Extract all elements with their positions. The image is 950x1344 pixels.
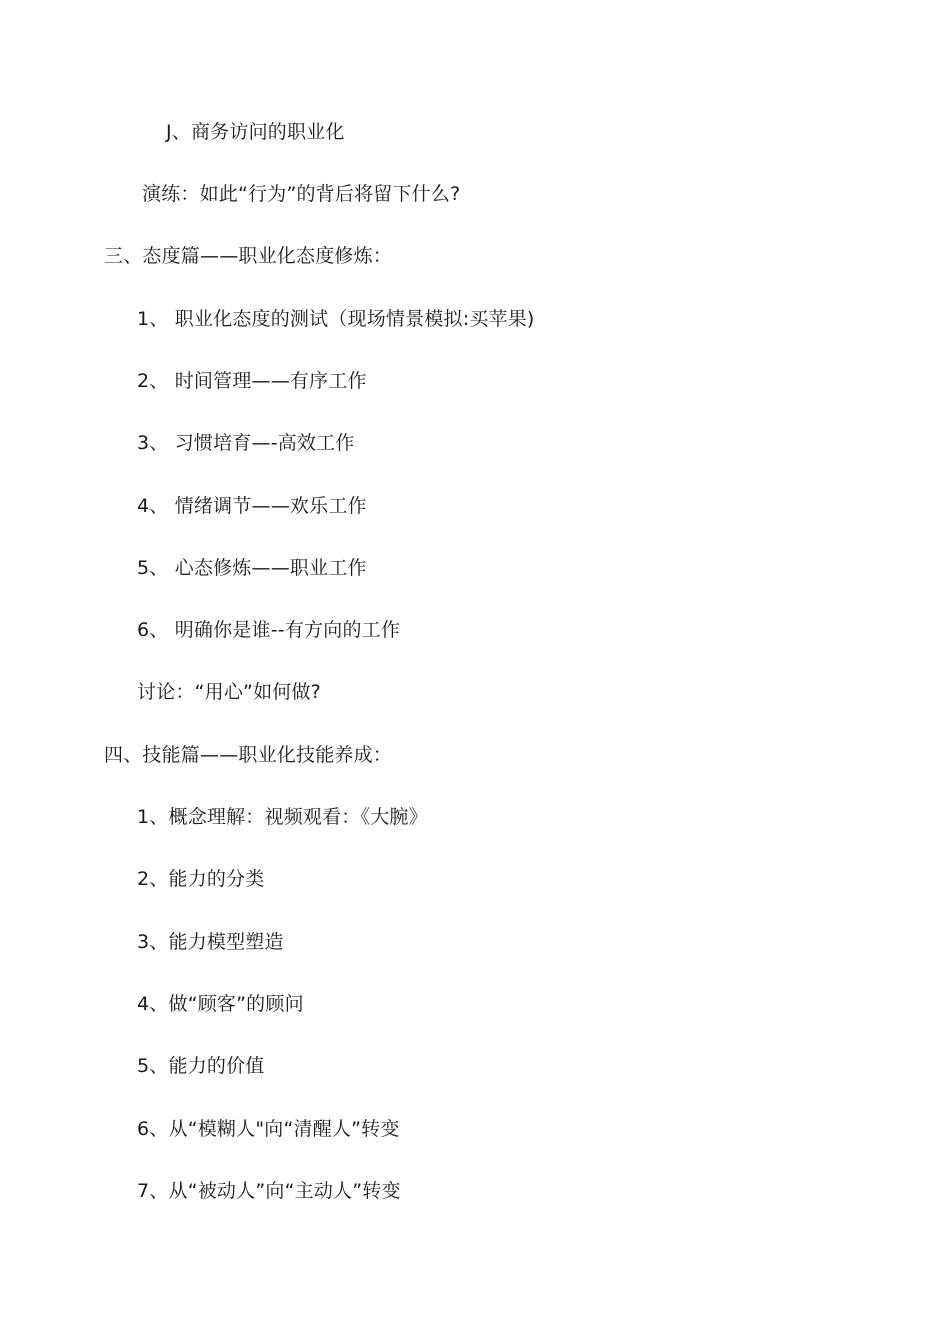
attitude-item-5: 5、 心态修炼——职业工作 bbox=[137, 557, 367, 579]
exercise-line: 演练：如此“行为”的背后将留下什么? bbox=[142, 183, 461, 205]
attitude-item-4: 4、 情绪调节——欢乐工作 bbox=[137, 495, 367, 517]
attitude-item-3: 3、 习惯培育—-高效工作 bbox=[137, 432, 355, 454]
item-j-business-visit: J、商务访问的职业化 bbox=[166, 121, 345, 143]
skills-item-7: 7、从“被动人”向“主动人”转变 bbox=[137, 1180, 401, 1202]
skills-item-5: 5、能力的价值 bbox=[137, 1055, 265, 1077]
skills-item-3: 3、能力模型塑造 bbox=[137, 931, 284, 953]
attitude-item-6: 6、 明确你是谁--有方向的工作 bbox=[137, 619, 401, 641]
section-heading-skills: 四、技能篇——职业化技能养成： bbox=[104, 744, 393, 766]
skills-item-1: 1、概念理解：视频观看：《大腕》 bbox=[137, 806, 428, 828]
section-heading-attitude: 三、态度篇——职业化态度修炼： bbox=[104, 245, 393, 267]
discussion-line: 讨论：“用心”如何做? bbox=[137, 681, 321, 703]
skills-item-4: 4、做“顾客”的顾问 bbox=[137, 993, 304, 1015]
skills-item-6: 6、从“模糊人"向“清醒人”转变 bbox=[137, 1118, 400, 1140]
attitude-item-2: 2、 时间管理——有序工作 bbox=[137, 370, 367, 392]
attitude-item-1: 1、 职业化态度的测试（现场情景模拟:买苹果) bbox=[137, 308, 535, 330]
skills-item-2: 2、能力的分类 bbox=[137, 868, 265, 890]
